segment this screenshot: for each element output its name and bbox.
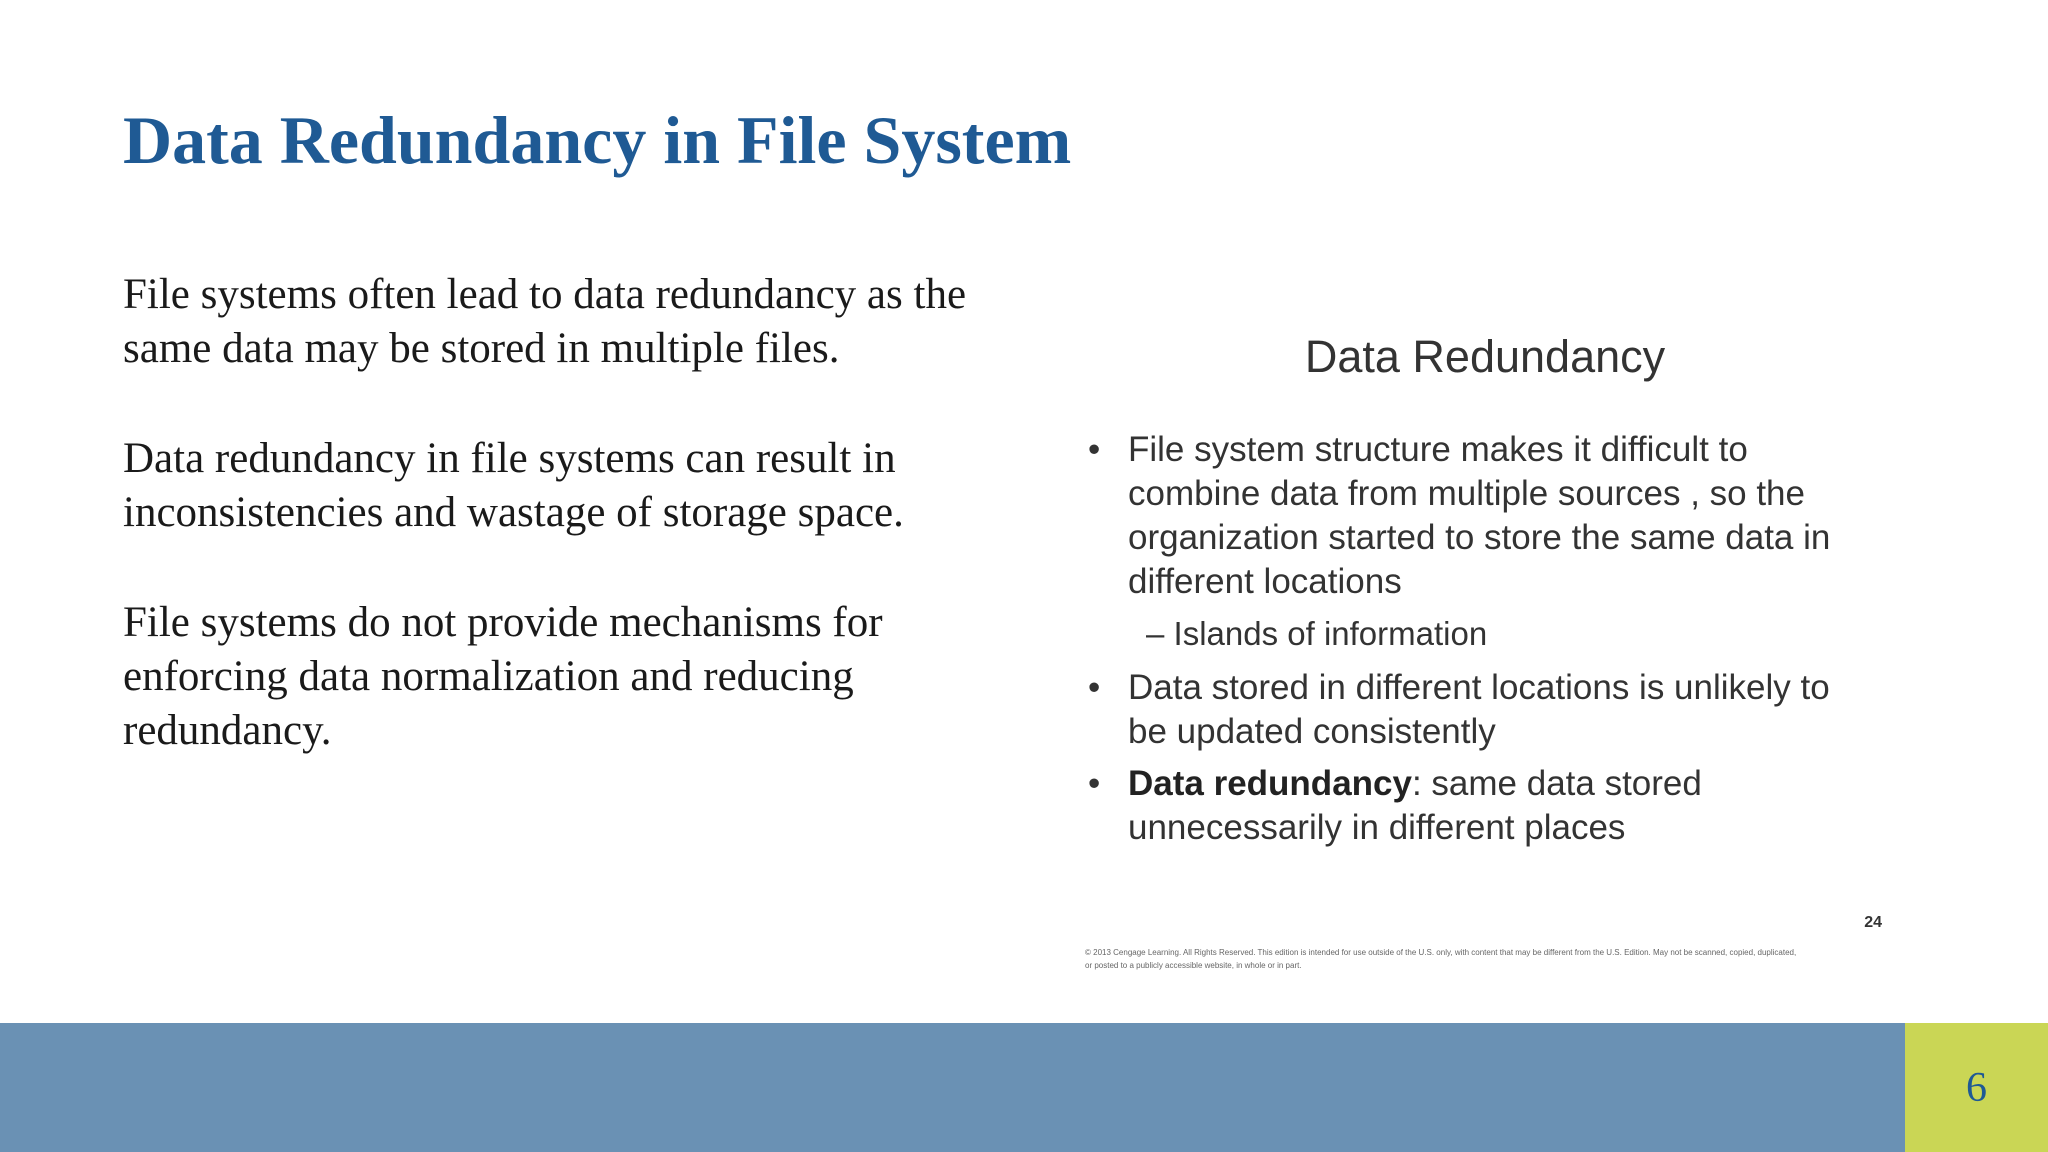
footer-bar <box>0 1023 1905 1152</box>
body-paragraph-3: File systems do not provide mechanisms for enforcing data normalization and reducing redundancy. <box>123 599 883 754</box>
embedded-bullet-3-term: Data redundancy <box>1128 764 1412 803</box>
embedded-bullet-3 <box>1088 762 1878 850</box>
bullet-icon: • <box>1088 668 1101 707</box>
embedded-bullet-2-text: Data stored in different locations is unlikely to be updated consistently <box>1128 668 1830 751</box>
slide-body <box>123 268 983 814</box>
embedded-bullet-1 <box>1088 428 1878 604</box>
embedded-bullet-list <box>1088 428 1878 858</box>
embedded-slide-image <box>1070 318 1900 986</box>
body-paragraph-1: File systems often lead to data redundancy as the same data may be stored in multiple files. <box>123 271 967 372</box>
embedded-bullet-2 <box>1088 666 1878 754</box>
body-paragraph-2: Data redundancy in file systems can result in inconsistencies and wastage of storage space. <box>123 435 904 536</box>
bullet-icon: • <box>1088 430 1101 469</box>
embedded-copyright: © 2013 Cengage Learning. All Rights Reserved. This edition is intended for use outside of the U.S. only, with content that may be different from the U.S. Edition. May not be scanned, copied, duplicated, or posted to a publicly accessible website, in whole or in part. <box>1085 948 1797 970</box>
embedded-sub-bullet: – Islands of information <box>1146 615 1488 652</box>
embedded-bullet-1-text: File system structure makes it difficult to combine data from multiple sources , so the organization started to store the same data in different locations <box>1128 430 1831 601</box>
embedded-bullet-3-text: : same data stored unnecessarily in different places <box>1128 764 1702 847</box>
bullet-icon: • <box>1088 764 1101 803</box>
embedded-slide-title: Data Redundancy <box>1304 331 1666 382</box>
page-number: 6 <box>1966 1064 1987 1111</box>
embedded-page-number: 24 <box>1864 914 1882 931</box>
slide-title: Data Redundancy in File System <box>123 102 1072 178</box>
